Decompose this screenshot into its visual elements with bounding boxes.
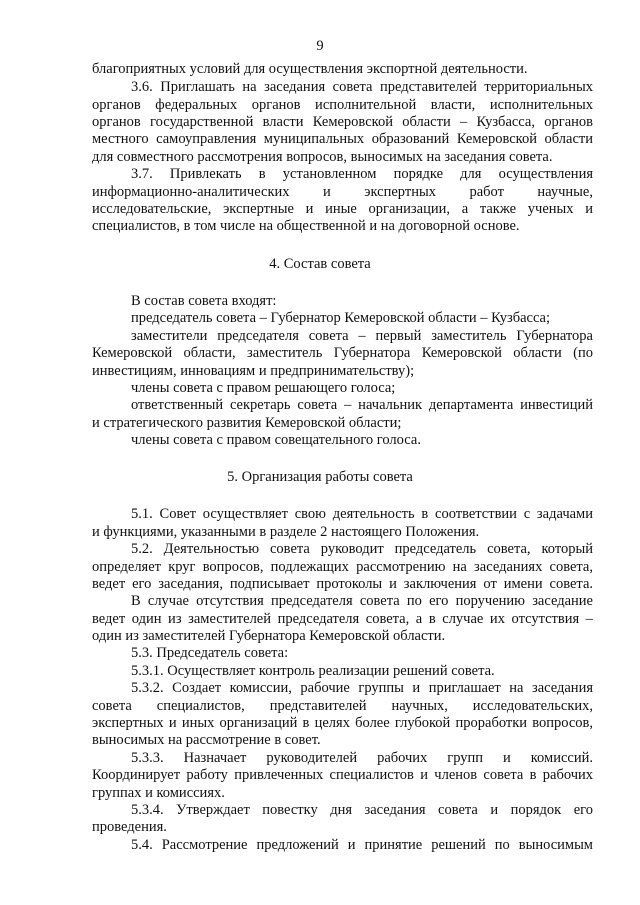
text-line: председатель совета – Губернатор Кемеровской области – Кузбасса; <box>131 310 551 326</box>
text-line: исследовательские, экспертные и иные организации, а также ученых и <box>92 201 593 217</box>
text-line: 5.4. Рассмотрение предложений и принятие решений по выносимым <box>131 837 593 853</box>
text-line: ведет его заседания, подписывает протоколы и заключения от имени совета. <box>92 576 593 592</box>
text-line: органов федеральных органов исполнительной власти, исполнительных <box>92 97 593 113</box>
text-line: один из заместителей Губернатора Кемеровской области. <box>92 628 446 644</box>
text-line: совета специалистов, представителей научных, исследовательских, <box>92 698 593 714</box>
text-line: инвестициям, инновациям и предпринимательству); <box>92 363 415 379</box>
text-line: 3.6. Приглашать на заседания совета представителей территориальных <box>131 79 593 95</box>
text-line: 5.3.1. Осуществляет контроль реализации решений совета. <box>131 663 495 679</box>
text-line: и стратегического развития Кемеровской области; <box>92 415 402 431</box>
text-line: местного самоуправления муниципальных образований Кемеровской области <box>92 131 593 147</box>
text-line: органов государственной власти Кемеровской области – Кузбасса, органов <box>92 114 593 130</box>
text-line: для совместного рассмотрения вопросов, выносимых на заседания совета. <box>92 149 553 165</box>
text-line: заместители председателя совета – первый заместитель Губернатора <box>131 328 593 344</box>
text-line: Координирует работу привлеченных специалистов и членов совета в рабочих <box>92 767 593 783</box>
text-line: выносимых на рассмотрение в совет. <box>92 732 321 748</box>
section-heading: 4. Состав совета <box>269 256 371 272</box>
text-line: Кемеровской области, заместитель Губернатора Кемеровской области (по <box>92 345 593 361</box>
text-line: определяет круг вопросов, подлежащих рассмотрению на заседаниях совета, <box>92 559 593 575</box>
text-line: 5.2. Деятельностью совета руководит председатель совета, который <box>131 541 593 557</box>
text-line: информационно-аналитических и экспертных работ научные, <box>92 184 593 200</box>
text-line: 5.3.2. Создает комиссии, рабочие группы и приглашает на заседания <box>131 680 593 696</box>
text-line: и функциями, указанными в разделе 2 настоящего Положения. <box>92 524 480 540</box>
text-line: члены совета с правом совещательного голоса. <box>131 432 421 448</box>
page-number: 9 <box>316 38 324 54</box>
section-heading: 5. Организация работы совета <box>227 469 413 485</box>
text-line: проведения. <box>92 819 167 835</box>
text-line: специалистов, в том числе на общественной и на договорной основе. <box>92 218 520 234</box>
text-line: 3.7. Привлекать в установленном порядке для осуществления <box>131 166 593 182</box>
text-line: группах и комиссиях. <box>92 785 225 801</box>
text-line: 5.3. Председатель совета: <box>131 645 289 661</box>
text-line: экспертных и иных организаций в целях более глубокой проработки вопросов, <box>92 715 593 731</box>
text-line: ответственный секретарь совета – начальник департамента инвестиций <box>131 397 593 413</box>
text-line: 5.1. Совет осуществляет свою деятельность в соответствии с задачами <box>131 506 593 522</box>
text-line: 5.3.3. Назначает руководителей рабочих групп и комиссий. <box>131 750 593 766</box>
text-line: благоприятных условий для осуществления экспортной деятельности. <box>92 61 528 77</box>
text-line: В случае отсутствия председателя совета по его поручению заседание <box>131 593 593 609</box>
text-line: члены совета с правом решающего голоса; <box>131 380 396 396</box>
text-line: В состав совета входят: <box>131 293 277 309</box>
text-line: ведет один из заместителей председателя совета, а в случае их отсутствия – <box>92 611 593 627</box>
text-line: 5.3.4. Утверждает повестку дня заседания совета и порядок его <box>131 802 593 818</box>
